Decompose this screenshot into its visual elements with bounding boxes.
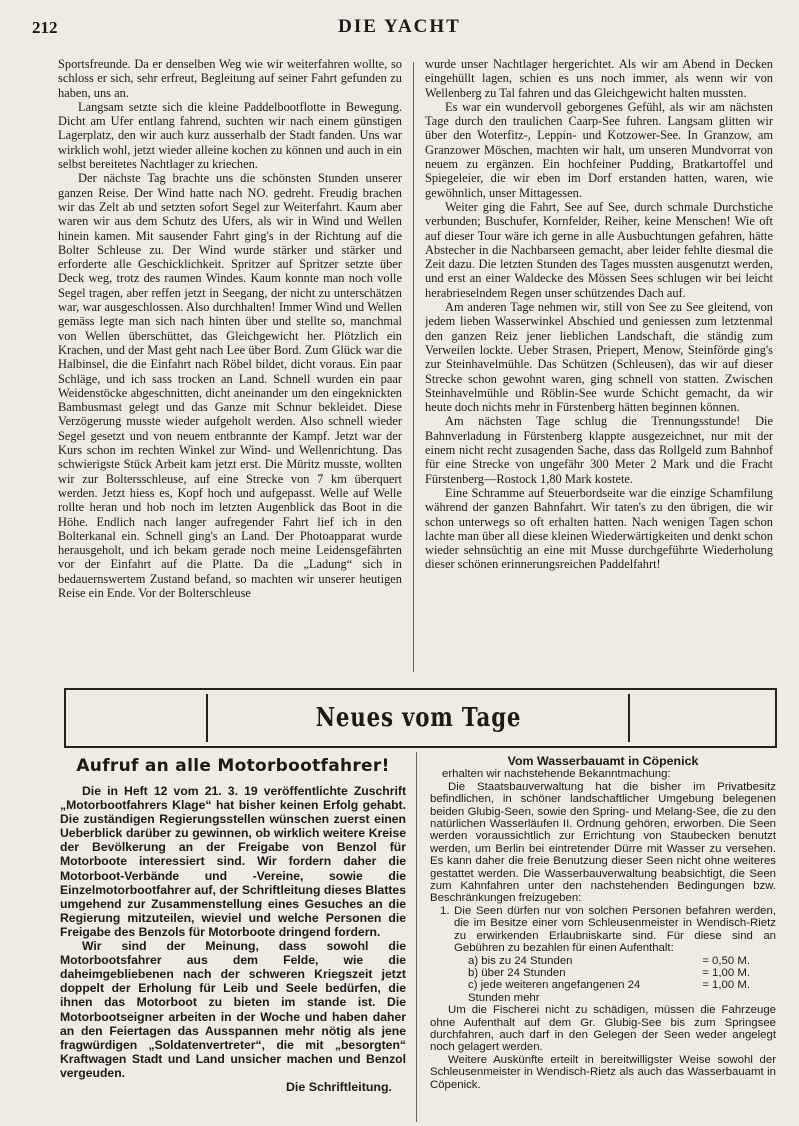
story-paragraph: wurde unser Nachtlager hergerichtet. Als wir am Abend in Decken eingehüllt lagen, schien es uns noch immer, als wenn wir von Wellenberg zu Tal fahren und das Gleichgewicht halten mussten.	[425, 57, 773, 100]
notice-condition: 1. Die Seen dürfen nur von solchen Personen befahren werden, die im Besitze einer vom Schleusenmeister in Wendisch-Rietz zu erwirkenden Erlaubniskarte sind. Für diese sind an Gebühren zu bezahlen für einen Aufenthalt:	[440, 904, 776, 955]
notice-paragraph: Um die Fischerei nicht zu schädigen, müssen die Fahrzeuge ohne Aufenthalt auf dem Gr. Glubig-See bis zum Springsee durchfahren, auch darf in den Gelegen der Seen weder angelegt noch gelagert werden.	[430, 1004, 776, 1054]
notice-intro: erhalten wir nachstehende Bekanntmachung:	[442, 768, 671, 781]
fee-value: = 1,00 M.	[702, 966, 750, 979]
column-divider	[413, 62, 414, 672]
story-paragraph: Langsam setzte sich die kleine Paddelbootflotte in Bewegung. Dicht am Ufer entlang fahrend, suchten wir nach einem günstigen Lagerplatz, den wir auch kurz ausserhalb der Stadt fanden. Uns war wirklich wohl, jetzt wieder alleine kochen zu können und auch in ein selbst bereitetes Nachtlager zu kriechen.	[58, 99, 402, 172]
appeal-heading: Aufruf an alle Motorbootfahrer!	[76, 756, 390, 776]
story-paragraph: Am anderen Tage nehmen wir, still von See zu See gleitend, von jedem lieben Wasserwinkel Abschied und geniessen zum letztenmal den ganzen Reiz jener lieblichen Landschaft, die ständig zum Verweilen lockte. Ueber Strasen, Priepert, Menow, Steinförde ging's zur Steinhavelmühle. Das Schützen (Schleusen), das wir auf dieser Strecke schon gewohnt waren, ging schnell von statten. Zwischen Steinhavelmühle und Röblin-See wurde Schicht gemacht, da wir heute doch nichts mehr in Fürstenberg hätten beginnen können.	[425, 300, 773, 415]
appeal-article	[60, 754, 406, 1126]
story-paragraph: Es war ein wundervoll geborgenes Gefühl, als wir am nächsten Tage durch den traulichen Caarp-See fuhren. Langsam glitten wir über den Woterfitz-, Leppin- und Kotzower-See. In Granzow, am Granzower Möschen, machten wir halt, um unseren Mundvorrat von neuem zu ergänzen. Ein hochfeiner Pudding, Bratkartoffel und Spiegeleier, die wir eben im Dorf erstanden hatten, waren, wie gewöhnlich, unser Mittagessen.	[425, 99, 773, 200]
fee-label: a) bis zu 24 Stunden	[468, 954, 573, 967]
page-header	[32, 14, 767, 44]
story-paragraph: Weiter ging die Fahrt, See auf See, durch schmale Durchstiche verbunden; Buschufer, Kornfelder, Reiher, keine Menschen! Wie oft auf dieser Tour wäre ich gerne in alle Ausbuchtungen gefahren, hätte Abstecher in die Nachbarseen gemacht, aber leider fehlte diesmal die Zeit dazu. Die letzten Stunden des Tages mussten ausgenutzt werden, und erst an einer Waldecke des Mössen Sees schlugen wir bei leicht herabrieselndem Regen unser schützendes Dach auf.	[425, 199, 773, 300]
section-banner	[64, 688, 777, 748]
fee-label: b) über 24 Stunden	[468, 966, 566, 979]
column-divider	[416, 752, 417, 1122]
magazine-title: DIE YACHT	[338, 16, 461, 37]
page-number: 212	[32, 18, 58, 37]
story-column-left	[58, 57, 402, 687]
notice-heading: Vom Wasserbauamt in Cöpenick	[507, 755, 699, 768]
notice-paragraph: Weitere Auskünfte erteilt in bereitwilligster Weise sowohl der Schleusenmeister in Wendisch-Rietz als auch das Wasserbauamt in Cöpenick.	[430, 1053, 776, 1091]
fee-value: = 0,50 M.	[702, 954, 750, 967]
notice-paragraph: Die Staatsbauverwaltung hat die bisher im Privatbesitz befindlichen, in schöner landschaftlicher Umgebung belegenen beiden Glubig-Seen, sowie den Spring- und Melang-See, die zu den natürlichen Wasserläufen II. Ordnung gehören, erworben. Die Seen werden voraussichtlich zur Errichtung von Staubecken benutzt werden, um Berlin bei eintretender Dürre mit Wasser zu versehen. Es kann daher die freie Benutzung dieser Seen nicht ohne weiteres gestattet werden. Die Wasserbauverwaltung beabsichtigt, die Seen zum Kahnfahren unter den nachstehenden Bedingungen bzw. Beschränkungen freizugeben:	[430, 780, 776, 905]
story-paragraph: Am nächsten Tage schlug die Trennungsstunde! Die Bahnverladung in Fürstenberg klappte ausgezeichnet, nur mit der einem nicht recht zusagenden Sache, dass das Rollgeld zum Bahnhof für eine Strecke von ungefähr 300 Meter 2 Mark und die Fracht Fürstenberg—Rostock 1,80 Mark kostete.	[425, 414, 773, 486]
appeal-body	[60, 784, 406, 1080]
fee-row	[430, 979, 776, 1004]
fee-label: c) jede weiteren angefangenen 24 Stunden mehr	[468, 979, 641, 1004]
section-title: Neues vom Tage	[315, 703, 521, 733]
notice-article	[430, 755, 776, 1125]
section-banner-box	[206, 694, 630, 742]
fee-row	[430, 967, 776, 979]
appeal-paragraph: Wir sind der Meinung, dass sowohl die Motorbootsfahrer aus dem Felde, wie die daheimgebliebenen nach der schweren Kriegszeit jetzt doppelt der Erholung für Leib und Seele bedürfen, die ihnen das Motorboot zu bieten im stande ist. Die Motorbootseigner arbeiten in der Woche und haben daher an den Feiertagen das Ausspannen mehr nötig als jene fragwürdigen „Soldatenvertreter“, die mit „besorgten“ Kraftwagen Stadt und Land unsicher machen und Benzol vergeuden.	[60, 939, 406, 1080]
story-paragraph: Eine Schramme auf Steuerbordseite war die einzige Schamfilung während der ganzen Bahnfahrt. Wir taten's zu den übrigen, die wir schon unterwegs so oft erhalten hatten. Nach wenigen Tagen schon lachte man über all diese kleinen Wiederwärtigkeiten und denkt schon wieder sehnsüchtig an eine mit Musse durchgeführte Wiederholung dieser schönen erinnerungsreichen Paddelfahrt!	[425, 485, 773, 572]
story-paragraph: Sportsfreunde. Da er denselben Weg wie wir weiterfahren wollte, so schloss er sich, sehr erfreut, Begleitung auf seiner Fahrt gefunden zu haben, uns an.	[58, 57, 402, 100]
story-paragraph: Der nächste Tag brachte uns die schönsten Stunden unserer ganzen Reise. Der Wind hatte nach NO. gedreht. Freudig brachen wir das Zelt ab und setzten sofort Segel zur Weiterfahrt. Kaum aber waren wir aus dem Schutz des Ufers, als wir in Wind und Wellen hinein kamen. Mit sausender Fahrt ging's in der Richtung auf die Bolter Schleuse zu. Der Wind wurde stärker und stärker und erforderte alle Geschicklichkeit. Spritzer auf Spritzer setzte über Deck weg, trotz des raumen Windes. Kaum konnte man noch volle Segel tragen, aber reffen jetzt in Seegang, der nicht zu unterschätzen war, war ausgeschlossen. Also durchhalten! Immer Wind und Wellen gemäss legte man sich nach hinten über und stellte so, manchmal von Wellen überschüttet, das Gleichgewicht her. Plötzlich ein Krachen, und der Mast geht nach Lee über Bord. Zum Glück war die Halbinsel, die die Einfahrt nach Röbel bildet, dicht voraus. Ein paar Schläge, und ich sass trocken an Land. Schnell wurden ein paar Weidenstöcke abgeschnitten, dicht aneinander um den eingeknickten Bambusmast gelegt und das Ganze mit Schnur bekleidet. Diese Verzögerung musste wieder aufgeholt werden. Also schnell wieder Segel gesetzt und von neuem entbrannte der Kampf. Jetzt war der Kurs schon im rechten Winkel zur Wind- und Wellenrichtung. Das schwierigste Stück Arbeit kam jetzt erst. Die Müritz musste, wollten wir zur Boltersschleuse, auf eine Strecke von 7 km überquert werden. Jetzt hiess es, Kopf hoch und aufgepasst. Welle auf Welle rollte heran und hob noch im letzten Augenblick das Boot in die Höhe. Endlich nach langer aufregender Fahrt lief ich in den Bolterkanal ein. Schnell ging's an Land. Der Photoapparat wurde herausgeholt, und ich bekam gerade noch meine Leidensgefährten vor der Einfahrt auf die Platte. Da die „Ladung“ sich in bedauernswertem Zustand befand, so machten wir unserer heutigen Reise ein Ende. Vor der Bolterschleuse	[58, 171, 402, 600]
appeal-paragraph: Die in Heft 12 vom 21. 3. 19 veröffentlichte Zuschrift „Motorbootfahrers Klage“ hat bisher keinen Erfolg gehabt. Die zuständigen Regierungsstellen wünschen zuerst einen Ueberblick darüber zu gewinnen, ob wirklich weitere Kreise der Bevölkerung an der Freigabe von Benzol für Motorboote interessiert sind. Wir fordern daher die Motorboot-Verbände und -Vereine, sowie die Einzelmotorbootfahrer auf, der Schriftleitung dieses Blattes umgehend zur Zusammenstellung eines Gesuches an die Regierung mitzuteilen, wieviel und welche Personen die Freigabe des Benzols für Motorboote dringend fordern.	[60, 784, 406, 939]
fee-row	[430, 955, 776, 967]
appeal-signature: Die Schriftleitung.	[285, 1079, 392, 1094]
story-column-right	[425, 57, 773, 687]
fee-value: = 1,00 M.	[702, 979, 750, 992]
